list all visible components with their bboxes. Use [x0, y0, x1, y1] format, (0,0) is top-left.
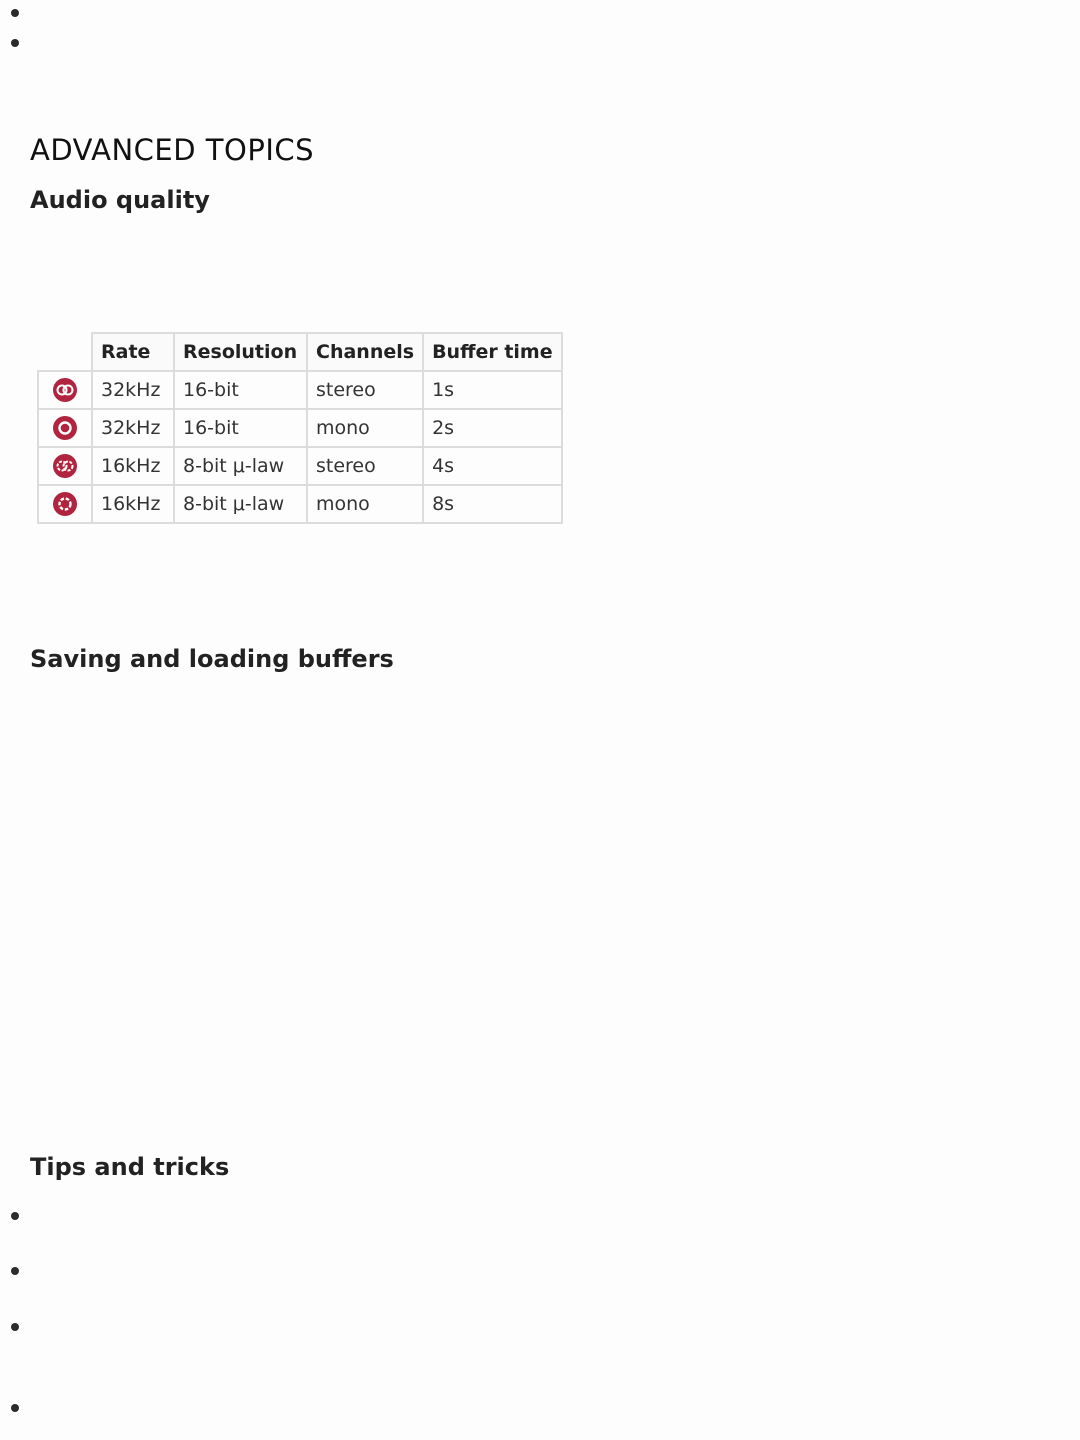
column-header-buffer-time: Buffer time: [423, 333, 562, 371]
table-row: [38, 409, 562, 447]
cell-resolution: 8-bit μ-law: [174, 485, 307, 523]
column-header-channels: Channels: [307, 333, 423, 371]
cell-rate: 16kHz: [92, 447, 174, 485]
heading-audio-quality: Audio quality: [30, 186, 210, 214]
table-row: [38, 447, 562, 485]
mono-high-quality-icon: [52, 415, 78, 441]
list-bullet: [11, 39, 19, 47]
list-bullet: [11, 9, 19, 17]
column-header-resolution: Resolution: [174, 333, 307, 371]
cell-resolution: 16-bit: [174, 371, 307, 409]
cell-resolution: 8-bit μ-law: [174, 447, 307, 485]
cell-buffer-time: 2s: [423, 409, 562, 447]
audio-quality-table: [37, 332, 563, 524]
table-header-blank: [38, 333, 92, 371]
cell-channels: stereo: [307, 371, 423, 409]
cell-buffer-time: 4s: [423, 447, 562, 485]
list-bullet: [11, 1404, 19, 1412]
cell-rate: 32kHz: [92, 409, 174, 447]
list-bullet: [11, 1267, 19, 1275]
table-row: [38, 371, 562, 409]
cell-resolution: 16-bit: [174, 409, 307, 447]
cell-channels: mono: [307, 485, 423, 523]
section-label: ADVANCED TOPICS: [30, 133, 315, 167]
stereo-low-quality-icon: [52, 453, 78, 479]
stereo-high-quality-icon: [52, 377, 78, 403]
cell-rate: 16kHz: [92, 485, 174, 523]
table-header-row: [38, 333, 562, 371]
list-bullet: [11, 1212, 19, 1220]
cell-channels: mono: [307, 409, 423, 447]
heading-saving-loading-buffers: Saving and loading buffers: [30, 645, 394, 673]
heading-tips-and-tricks: Tips and tricks: [30, 1153, 230, 1181]
table-row: [38, 485, 562, 523]
column-header-rate: Rate: [92, 333, 174, 371]
cell-rate: 32kHz: [92, 371, 174, 409]
cell-channels: stereo: [307, 447, 423, 485]
cell-buffer-time: 1s: [423, 371, 562, 409]
list-bullet: [11, 1323, 19, 1331]
cell-buffer-time: 8s: [423, 485, 562, 523]
mono-low-quality-icon: [52, 491, 78, 517]
